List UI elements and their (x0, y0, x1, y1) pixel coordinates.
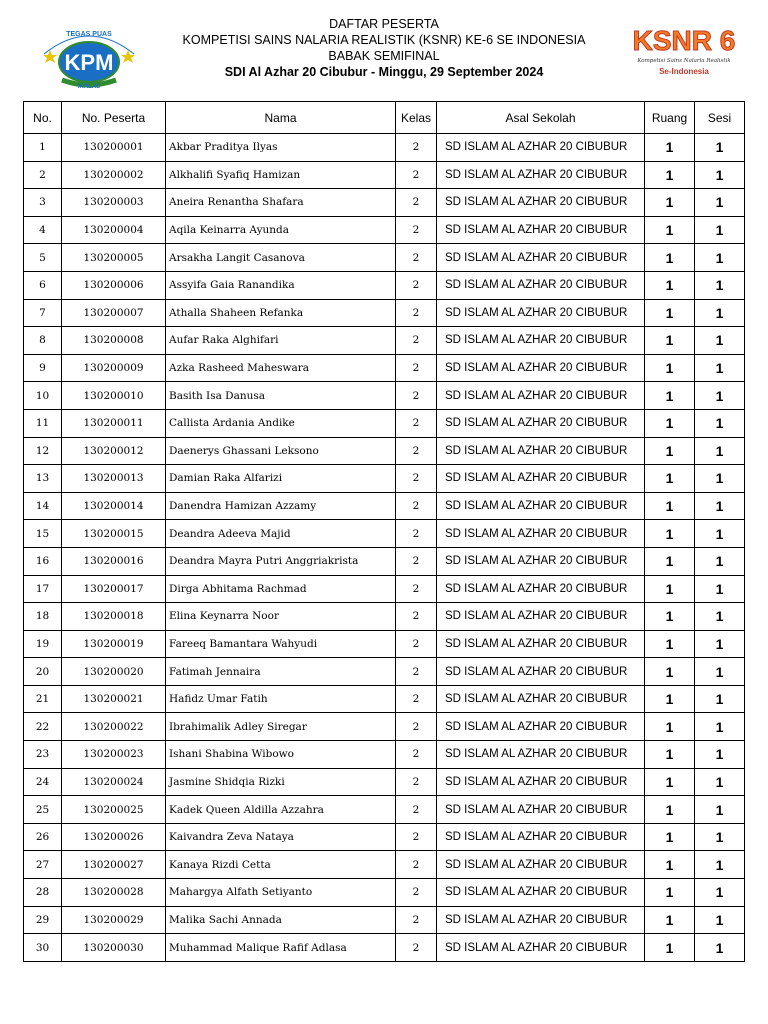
cell-nama: Akbar Praditya Ilyas (166, 134, 396, 162)
cell-no-peserta: 130200011 (62, 409, 166, 437)
cell-nama: Malika Sachi Annada (166, 906, 396, 934)
cell-asal-sekolah: SD ISLAM AL AZHAR 20 CIBUBUR (437, 685, 645, 713)
cell-sesi: 1 (695, 603, 745, 631)
cell-ruang: 1 (645, 630, 695, 658)
table-row (24, 547, 745, 575)
cell-sesi: 1 (695, 299, 745, 327)
cell-asal-sekolah: SD ISLAM AL AZHAR 20 CIBUBUR (437, 906, 645, 934)
cell-nama: Kaivandra Zeva Nataya (166, 823, 396, 851)
cell-no: 13 (24, 465, 62, 493)
kpm-logo-bottom-text: IKHLAS (77, 84, 101, 90)
table-row (24, 906, 745, 934)
table-row (24, 658, 745, 686)
cell-ruang: 1 (645, 437, 695, 465)
cell-no: 22 (24, 713, 62, 741)
cell-sesi: 1 (695, 216, 745, 244)
cell-kelas: 2 (396, 271, 437, 299)
cell-no-peserta: 130200010 (62, 382, 166, 410)
cell-sesi: 1 (695, 823, 745, 851)
cell-kelas: 2 (396, 134, 437, 162)
cell-sesi: 1 (695, 382, 745, 410)
cell-no-peserta: 130200027 (62, 851, 166, 879)
table-row (24, 796, 745, 824)
cell-kelas: 2 (396, 603, 437, 631)
cell-no-peserta: 130200003 (62, 189, 166, 217)
cell-ruang: 1 (645, 851, 695, 879)
cell-no: 26 (24, 823, 62, 851)
cell-kelas: 2 (396, 768, 437, 796)
table-row (24, 271, 745, 299)
cell-no: 16 (24, 547, 62, 575)
cell-ruang: 1 (645, 547, 695, 575)
cell-ruang: 1 (645, 327, 695, 355)
cell-nama: Fatimah Jennaira (166, 658, 396, 686)
cell-sesi: 1 (695, 741, 745, 769)
cell-no-peserta: 130200007 (62, 299, 166, 327)
kpm-logo-main-text: KPM (64, 50, 114, 75)
cell-nama: Azka Rasheed Maheswara (166, 354, 396, 382)
table-header-row (24, 102, 745, 134)
table-row (24, 934, 745, 962)
cell-ruang: 1 (645, 906, 695, 934)
cell-ruang: 1 (645, 216, 695, 244)
table-row (24, 685, 745, 713)
cell-asal-sekolah: SD ISLAM AL AZHAR 20 CIBUBUR (437, 796, 645, 824)
cell-ruang: 1 (645, 768, 695, 796)
cell-sesi: 1 (695, 685, 745, 713)
table-row (24, 603, 745, 631)
cell-asal-sekolah: SD ISLAM AL AZHAR 20 CIBUBUR (437, 216, 645, 244)
cell-no: 15 (24, 520, 62, 548)
cell-kelas: 2 (396, 216, 437, 244)
header-nama: Nama (166, 102, 396, 134)
cell-no: 8 (24, 327, 62, 355)
cell-kelas: 2 (396, 823, 437, 851)
cell-asal-sekolah: SD ISLAM AL AZHAR 20 CIBUBUR (437, 851, 645, 879)
cell-nama: Basith Isa Danusa (166, 382, 396, 410)
cell-nama: Damian Raka Alfarizi (166, 465, 396, 493)
cell-no-peserta: 130200012 (62, 437, 166, 465)
table-row (24, 327, 745, 355)
cell-nama: Callista Ardania Andike (166, 409, 396, 437)
cell-ruang: 1 (645, 685, 695, 713)
cell-nama: Kadek Queen Aldilla Azzahra (166, 796, 396, 824)
cell-asal-sekolah: SD ISLAM AL AZHAR 20 CIBUBUR (437, 465, 645, 493)
cell-nama: Arsakha Langit Casanova (166, 244, 396, 272)
cell-no: 10 (24, 382, 62, 410)
cell-nama: Deandra Mayra Putri Anggriakrista (166, 547, 396, 575)
cell-ruang: 1 (645, 713, 695, 741)
title-line-4: SDI Al Azhar 20 Cibubur - Minggu, 29 September 2024 (224, 65, 544, 79)
cell-ruang: 1 (645, 575, 695, 603)
ksnr-logo-icon (622, 20, 746, 82)
cell-no: 29 (24, 906, 62, 934)
kpm-logo-icon (36, 24, 142, 90)
cell-kelas: 2 (396, 161, 437, 189)
cell-sesi: 1 (695, 575, 745, 603)
cell-ruang: 1 (645, 520, 695, 548)
cell-sesi: 1 (695, 879, 745, 907)
cell-asal-sekolah: SD ISLAM AL AZHAR 20 CIBUBUR (437, 520, 645, 548)
cell-ruang: 1 (645, 658, 695, 686)
cell-kelas: 2 (396, 934, 437, 962)
cell-sesi: 1 (695, 409, 745, 437)
table-row (24, 409, 745, 437)
cell-no-peserta: 130200020 (62, 658, 166, 686)
cell-sesi: 1 (695, 244, 745, 272)
cell-sesi: 1 (695, 189, 745, 217)
table-row (24, 244, 745, 272)
cell-nama: Assyifa Gaia Ranandika (166, 271, 396, 299)
cell-no: 19 (24, 630, 62, 658)
cell-asal-sekolah: SD ISLAM AL AZHAR 20 CIBUBUR (437, 547, 645, 575)
cell-ruang: 1 (645, 271, 695, 299)
cell-kelas: 2 (396, 382, 437, 410)
cell-sesi: 1 (695, 437, 745, 465)
cell-no: 14 (24, 492, 62, 520)
cell-no: 17 (24, 575, 62, 603)
cell-asal-sekolah: SD ISLAM AL AZHAR 20 CIBUBUR (437, 741, 645, 769)
cell-ruang: 1 (645, 492, 695, 520)
cell-ruang: 1 (645, 354, 695, 382)
cell-ruang: 1 (645, 134, 695, 162)
cell-no-peserta: 130200004 (62, 216, 166, 244)
cell-nama: Muhammad Malique Rafif Adlasa (166, 934, 396, 962)
cell-no-peserta: 130200008 (62, 327, 166, 355)
cell-nama: Aufar Raka Alghifari (166, 327, 396, 355)
cell-nama: Mahargya Alfath Setiyanto (166, 879, 396, 907)
title-line-3: BABAK SEMIFINAL (328, 49, 440, 63)
cell-asal-sekolah: SD ISLAM AL AZHAR 20 CIBUBUR (437, 189, 645, 217)
cell-kelas: 2 (396, 713, 437, 741)
cell-asal-sekolah: SD ISLAM AL AZHAR 20 CIBUBUR (437, 382, 645, 410)
cell-ruang: 1 (645, 161, 695, 189)
cell-no: 1 (24, 134, 62, 162)
cell-asal-sekolah: SD ISLAM AL AZHAR 20 CIBUBUR (437, 934, 645, 962)
table-row (24, 216, 745, 244)
cell-no-peserta: 130200030 (62, 934, 166, 962)
cell-kelas: 2 (396, 547, 437, 575)
cell-kelas: 2 (396, 658, 437, 686)
cell-ruang: 1 (645, 382, 695, 410)
cell-ruang: 1 (645, 189, 695, 217)
ksnr-logo-region-text: Se-Indonesia (659, 67, 709, 76)
cell-ruang: 1 (645, 244, 695, 272)
table-row (24, 630, 745, 658)
cell-asal-sekolah: SD ISLAM AL AZHAR 20 CIBUBUR (437, 409, 645, 437)
table-row (24, 851, 745, 879)
table-row (24, 768, 745, 796)
cell-nama: Ishani Shabina Wibowo (166, 741, 396, 769)
cell-nama: Athalla Shaheen Refanka (166, 299, 396, 327)
cell-asal-sekolah: SD ISLAM AL AZHAR 20 CIBUBUR (437, 354, 645, 382)
cell-kelas: 2 (396, 437, 437, 465)
table-row (24, 465, 745, 493)
cell-no-peserta: 130200013 (62, 465, 166, 493)
cell-sesi: 1 (695, 271, 745, 299)
cell-no-peserta: 130200015 (62, 520, 166, 548)
cell-nama: Dirga Abhitama Rachmad (166, 575, 396, 603)
cell-asal-sekolah: SD ISLAM AL AZHAR 20 CIBUBUR (437, 823, 645, 851)
cell-nama: Kanaya Rizdi Cetta (166, 851, 396, 879)
cell-kelas: 2 (396, 299, 437, 327)
cell-no: 18 (24, 603, 62, 631)
cell-ruang: 1 (645, 934, 695, 962)
cell-no-peserta: 130200016 (62, 547, 166, 575)
cell-ruang: 1 (645, 741, 695, 769)
cell-kelas: 2 (396, 741, 437, 769)
cell-asal-sekolah: SD ISLAM AL AZHAR 20 CIBUBUR (437, 630, 645, 658)
cell-asal-sekolah: SD ISLAM AL AZHAR 20 CIBUBUR (437, 299, 645, 327)
cell-sesi: 1 (695, 658, 745, 686)
cell-nama: Ibrahimalik Adley Siregar (166, 713, 396, 741)
cell-sesi: 1 (695, 354, 745, 382)
cell-no: 12 (24, 437, 62, 465)
cell-sesi: 1 (695, 713, 745, 741)
cell-asal-sekolah: SD ISLAM AL AZHAR 20 CIBUBUR (437, 575, 645, 603)
cell-kelas: 2 (396, 575, 437, 603)
cell-no-peserta: 130200028 (62, 879, 166, 907)
table-row (24, 161, 745, 189)
cell-kelas: 2 (396, 327, 437, 355)
cell-no: 7 (24, 299, 62, 327)
cell-asal-sekolah: SD ISLAM AL AZHAR 20 CIBUBUR (437, 161, 645, 189)
cell-nama: Fareeq Bamantara Wahyudi (166, 630, 396, 658)
cell-no-peserta: 130200002 (62, 161, 166, 189)
cell-no: 3 (24, 189, 62, 217)
cell-no: 21 (24, 685, 62, 713)
header-no-peserta: No. Peserta (62, 102, 166, 134)
cell-asal-sekolah: SD ISLAM AL AZHAR 20 CIBUBUR (437, 244, 645, 272)
kpm-logo-top-text: TEGAS PUAS (66, 31, 112, 38)
cell-asal-sekolah: SD ISLAM AL AZHAR 20 CIBUBUR (437, 768, 645, 796)
cell-no: 30 (24, 934, 62, 962)
header-kelas: Kelas (396, 102, 437, 134)
ksnr-logo-sub-text: Kompetisi Sains Nalaria Realistik (637, 58, 731, 64)
cell-ruang: 1 (645, 603, 695, 631)
cell-kelas: 2 (396, 244, 437, 272)
cell-nama: Daenerys Ghassani Leksono (166, 437, 396, 465)
cell-sesi: 1 (695, 934, 745, 962)
cell-sesi: 1 (695, 796, 745, 824)
ksnr-logo-main-text: KSNR 6 (632, 25, 736, 56)
table-row (24, 492, 745, 520)
cell-asal-sekolah: SD ISLAM AL AZHAR 20 CIBUBUR (437, 437, 645, 465)
cell-sesi: 1 (695, 768, 745, 796)
cell-nama: Hafidz Umar Fatih (166, 685, 396, 713)
cell-no-peserta: 130200024 (62, 768, 166, 796)
cell-no-peserta: 130200022 (62, 713, 166, 741)
table-row (24, 299, 745, 327)
cell-no: 20 (24, 658, 62, 686)
participant-table (23, 101, 745, 962)
cell-no: 5 (24, 244, 62, 272)
cell-asal-sekolah: SD ISLAM AL AZHAR 20 CIBUBUR (437, 271, 645, 299)
cell-sesi: 1 (695, 134, 745, 162)
document-header (0, 14, 768, 94)
cell-kelas: 2 (396, 630, 437, 658)
cell-no: 23 (24, 741, 62, 769)
cell-nama: Aqila Keinarra Ayunda (166, 216, 396, 244)
cell-ruang: 1 (645, 299, 695, 327)
cell-ruang: 1 (645, 409, 695, 437)
cell-sesi: 1 (695, 520, 745, 548)
cell-kelas: 2 (396, 492, 437, 520)
cell-kelas: 2 (396, 685, 437, 713)
table-row (24, 741, 745, 769)
cell-sesi: 1 (695, 465, 745, 493)
cell-asal-sekolah: SD ISLAM AL AZHAR 20 CIBUBUR (437, 492, 645, 520)
cell-sesi: 1 (695, 327, 745, 355)
table-row (24, 575, 745, 603)
cell-asal-sekolah: SD ISLAM AL AZHAR 20 CIBUBUR (437, 603, 645, 631)
table-row (24, 382, 745, 410)
title-line-1: DAFTAR PESERTA (329, 17, 439, 31)
cell-no-peserta: 130200029 (62, 906, 166, 934)
header-no: No. (24, 102, 62, 134)
cell-kelas: 2 (396, 906, 437, 934)
cell-no-peserta: 130200018 (62, 603, 166, 631)
cell-asal-sekolah: SD ISLAM AL AZHAR 20 CIBUBUR (437, 327, 645, 355)
header-sesi: Sesi (695, 102, 745, 134)
table-row (24, 134, 745, 162)
cell-asal-sekolah: SD ISLAM AL AZHAR 20 CIBUBUR (437, 658, 645, 686)
cell-no: 6 (24, 271, 62, 299)
cell-no: 27 (24, 851, 62, 879)
cell-nama: Elina Keynarra Noor (166, 603, 396, 631)
cell-no: 4 (24, 216, 62, 244)
cell-no: 2 (24, 161, 62, 189)
cell-no-peserta: 130200005 (62, 244, 166, 272)
cell-no-peserta: 130200021 (62, 685, 166, 713)
cell-no-peserta: 130200019 (62, 630, 166, 658)
cell-nama: Alkhalifi Syafiq Hamizan (166, 161, 396, 189)
cell-sesi: 1 (695, 547, 745, 575)
cell-no-peserta: 130200006 (62, 271, 166, 299)
cell-no-peserta: 130200017 (62, 575, 166, 603)
cell-nama: Deandra Adeeva Majid (166, 520, 396, 548)
table-row (24, 354, 745, 382)
cell-asal-sekolah: SD ISLAM AL AZHAR 20 CIBUBUR (437, 713, 645, 741)
cell-ruang: 1 (645, 796, 695, 824)
title-line-2: KOMPETISI SAINS NALARIA REALISTIK (KSNR) KE-6 SE INDONESIA (182, 33, 586, 47)
cell-sesi: 1 (695, 161, 745, 189)
cell-asal-sekolah: SD ISLAM AL AZHAR 20 CIBUBUR (437, 134, 645, 162)
cell-no-peserta: 130200014 (62, 492, 166, 520)
cell-ruang: 1 (645, 823, 695, 851)
table-row (24, 879, 745, 907)
table-row (24, 437, 745, 465)
cell-no: 9 (24, 354, 62, 382)
cell-kelas: 2 (396, 851, 437, 879)
cell-no: 24 (24, 768, 62, 796)
cell-no: 28 (24, 879, 62, 907)
cell-sesi: 1 (695, 851, 745, 879)
cell-kelas: 2 (396, 520, 437, 548)
cell-nama: Jasmine Shidqia Rizki (166, 768, 396, 796)
cell-sesi: 1 (695, 630, 745, 658)
cell-nama: Danendra Hamizan Azzamy (166, 492, 396, 520)
cell-kelas: 2 (396, 465, 437, 493)
cell-sesi: 1 (695, 906, 745, 934)
cell-sesi: 1 (695, 492, 745, 520)
document-titles (150, 16, 618, 80)
cell-nama: Aneira Renantha Shafara (166, 189, 396, 217)
cell-kelas: 2 (396, 409, 437, 437)
cell-no-peserta: 130200025 (62, 796, 166, 824)
cell-no: 11 (24, 409, 62, 437)
header-ruang: Ruang (645, 102, 695, 134)
cell-ruang: 1 (645, 879, 695, 907)
table-row (24, 189, 745, 217)
cell-kelas: 2 (396, 189, 437, 217)
cell-asal-sekolah: SD ISLAM AL AZHAR 20 CIBUBUR (437, 879, 645, 907)
cell-no-peserta: 130200001 (62, 134, 166, 162)
table-row (24, 823, 745, 851)
table-row (24, 520, 745, 548)
cell-no-peserta: 130200009 (62, 354, 166, 382)
cell-kelas: 2 (396, 879, 437, 907)
cell-no: 25 (24, 796, 62, 824)
cell-no-peserta: 130200023 (62, 741, 166, 769)
cell-ruang: 1 (645, 465, 695, 493)
cell-kelas: 2 (396, 354, 437, 382)
header-asal-sekolah: Asal Sekolah (437, 102, 645, 134)
table-row (24, 713, 745, 741)
cell-kelas: 2 (396, 796, 437, 824)
cell-no-peserta: 130200026 (62, 823, 166, 851)
